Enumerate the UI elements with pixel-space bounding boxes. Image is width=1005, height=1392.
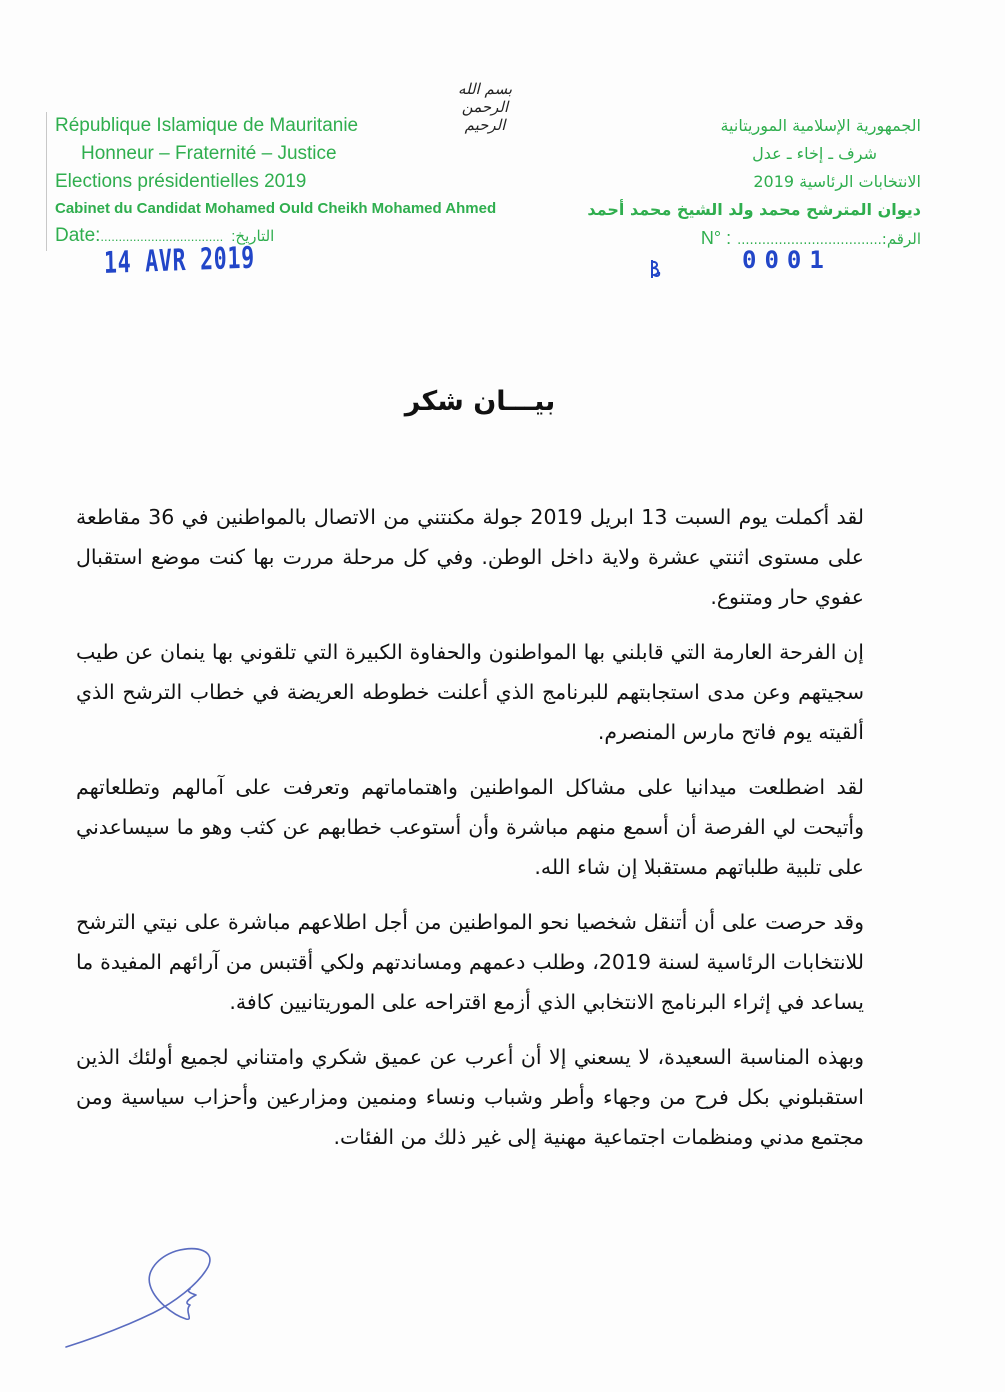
letterhead-elections-ar: الانتخابات الرئاسية 2019	[753, 172, 921, 191]
reference-number-field	[541, 224, 921, 255]
date-label: Date:	[55, 225, 101, 246]
paragraph: إن الفرحة العارمة التي قابلني بها المواطنون والحفاوة الكبيرة التي تلقوني بها ينمان عن طيب سجيتهم وعن مدى استجابتهم للبرنامج الذي أعلنت خطوطه العريضة في خطاب الترشح الذي ألقيته يوم فاتح مارس المنصرم.	[76, 640, 864, 744]
letterhead-country-fr: République Islamique de Mauritanie	[55, 115, 359, 136]
number-label: N° :	[700, 228, 732, 248]
letterhead-french	[46, 112, 555, 251]
handwritten-signature	[58, 1245, 228, 1355]
document-title: بيـــان شكر	[404, 386, 556, 417]
initials-mark	[648, 258, 664, 280]
document-body	[76, 497, 864, 1172]
number-dots: ...................................	[737, 233, 882, 248]
letterhead-cabinet-fr: Cabinet du Candidat Mohamed Ould Cheikh Mohamed Ahmed	[55, 200, 497, 217]
paragraph: لقد أكملت يوم السبت 13 ابريل 2019 جولة مكنتني من الاتصال بالمواطنين في 36 مقاطعة على مستوى اثنتي عشرة ولاية داخل الوطن. وفي كل مرحلة مررت بها كنت موضع استقبال عفوي حار ومتنوع.	[76, 505, 864, 609]
letterhead-elections-fr: Elections présidentielles 2019	[55, 171, 307, 192]
letterhead-country-ar: الجمهورية الإسلامية الموريتانية	[720, 116, 921, 135]
basmala-calligraphy: بسم الله الرحمن الرحيم	[457, 80, 513, 134]
letterhead-motto-fr: Honneur – Fraternité – Justice	[81, 143, 337, 164]
date-stamp: 14 AVR 2019	[103, 240, 256, 281]
letterhead-cabinet-ar: ديوان المترشح محمد ولد الشيخ محمد أحمد	[587, 200, 921, 219]
reference-number-stamp: 0001	[742, 246, 832, 274]
paragraph: لقد اضطلعت ميدانيا على مشاكل المواطنين واهتماماتهم وتعرفت على آمالهم وتطلعاتهم وأتيحت لي الفرصة أن أسمع منهم مباشرة وأن أستوعب خطابهم عن كثب وهو ما سيساعدني على تلبية طلباتهم مستقبلا إن شاء الله.	[76, 775, 864, 879]
date-dots: ..................................	[100, 229, 224, 244]
date-label-ar: التاريخ:	[231, 228, 275, 245]
number-label-ar: الرقم:	[881, 230, 921, 248]
paragraph: وبهذه المناسبة السعيدة، لا يسعني إلا أن أعرب عن عميق شكري وامتناني لجميع أولئك الذين استقبلوني بكل فرح من وجهاء وأطر وشباب ونساء ومنمين ومزارعين وأحزاب سياسية ومن مجتمع مدني ومنظمات اجتماعية مهنية إلى غير ذلك من الفئات.	[76, 1045, 864, 1149]
paragraph: وقد حرصت على أن أتنقل شخصيا نحو المواطنين من أجل اطلاعهم مباشرة على نيتي الترشح للانتخابات الرئاسية لسنة 2019، وطلب دعمهم ومساندتهم ولكي أقتبس من آرائهم المفيدة ما يساعد في إثراء البرنامج الانتخابي الذي أزمع اقتراحه على الموريتانيين كافة.	[76, 910, 865, 1014]
letterhead-arabic	[541, 112, 921, 255]
letterhead-motto-ar: شرف ـ إخاء ـ عدل	[752, 144, 877, 163]
